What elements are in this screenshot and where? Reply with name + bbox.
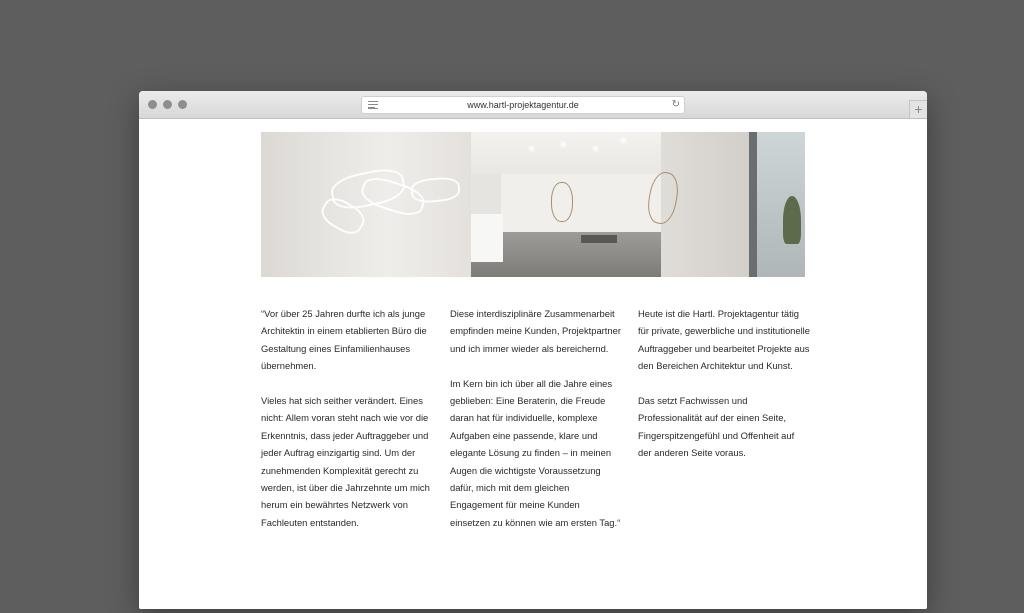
url-text[interactable]: www.hartl-projektagentur.de bbox=[467, 100, 579, 110]
banner-floor-mat bbox=[581, 235, 617, 243]
banner-pedestal bbox=[471, 214, 503, 262]
gallery-banner-image bbox=[261, 132, 805, 277]
text-column-2 bbox=[450, 305, 622, 549]
ceiling-light bbox=[593, 146, 598, 151]
page-content bbox=[139, 119, 927, 609]
address-bar[interactable] bbox=[361, 96, 685, 114]
banner-door-frame bbox=[749, 132, 757, 277]
ceiling-light bbox=[529, 146, 534, 151]
browser-window bbox=[139, 91, 927, 609]
paragraph: Im Kern bin ich über all die Jahre eines geblieben: Eine Beraterin, die Freude daran hat für individuelle, komplexe Aufgaben eine passende, klare und elegante Lösung zu finden – in meinen Augen die wichtigste Voraussetzung dafür, mich mit dem gleichen Engagement für meine Kunden einsetzen zu können wie am ersten Tag.“ bbox=[450, 377, 621, 528]
browser-titlebar bbox=[139, 91, 927, 119]
minimize-window-button[interactable] bbox=[163, 100, 172, 109]
paragraph: Das setzt Fachwissen und Professionalität auf der einen Seite, Fingerspitzengefühl und Offenheit auf der anderen Seite voraus. bbox=[638, 395, 795, 459]
zoom-window-button[interactable] bbox=[178, 100, 187, 109]
paragraph: Vieles hat sich seither verändert. Eines nicht: Allem voran steht nach wie vor die Erkenntnis, dass jeder Auftraggeber und jeder Auftrag einzigartig sind. Um der zunehmenden Komplexität gerecht zu werden, ist über die Jahrzehnte um mich herum ein bewährtes Netzwerk von Fachleuten entstanden. bbox=[261, 395, 430, 528]
text-column-3 bbox=[638, 305, 810, 479]
banner-plant bbox=[783, 196, 801, 244]
ceiling-light bbox=[621, 138, 626, 143]
paragraph: Heute ist die Hartl. Projektagentur tätig für private, gewerbliche und institutionelle Auftraggeber und bearbeitet Projekte aus den Bereichen Architektur und Kunst. bbox=[638, 308, 810, 372]
paragraph: “Vor über 25 Jahren durfte ich als junge Architektin in einem etablierten Büro die Gestaltung eines Einfamilienhauses übernehmen. bbox=[261, 308, 427, 372]
reload-icon[interactable]: ↻ bbox=[671, 99, 680, 110]
text-column-1 bbox=[261, 305, 433, 549]
paragraph: Diese interdisziplinäre Zusammenarbeit empfinden meine Kunden, Projektpartner und ich immer wieder als bereichernd. bbox=[450, 308, 621, 354]
close-window-button[interactable] bbox=[148, 100, 157, 109]
ceiling-light bbox=[561, 142, 566, 147]
new-tab-button[interactable]: + bbox=[909, 100, 927, 118]
artwork-wire-sculpture bbox=[551, 182, 573, 222]
